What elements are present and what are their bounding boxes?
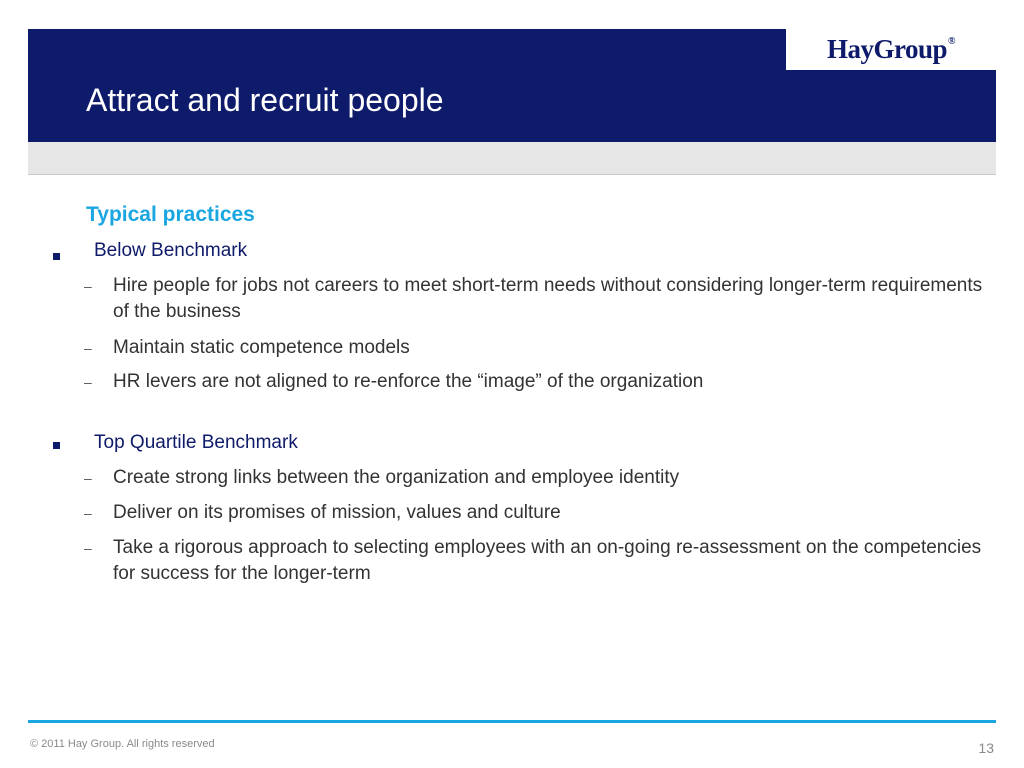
list-item-text: Maintain static competence models (113, 337, 410, 358)
dash-bullet-icon: – (84, 540, 92, 556)
list-item-text: HR levers are not aligned to re-enforce the “image” of the organization (113, 371, 704, 392)
list-item-text: Take a rigorous approach to selecting employees with an on-going re-assessment on the competencies for success for the longer-term (113, 537, 982, 584)
dash-bullet-icon: – (84, 374, 92, 390)
benchmark-label-top-quartile: Top Quartile Benchmark (94, 432, 298, 453)
logo-wordmark (827, 34, 955, 65)
logo-text: HayGroup (826, 34, 948, 64)
list-item (84, 535, 984, 587)
list-item (84, 465, 984, 491)
list-item (84, 335, 984, 361)
dash-bullet-icon: – (84, 505, 92, 521)
square-bullet-icon (53, 253, 60, 260)
list-item (84, 273, 984, 325)
company-logo (786, 29, 996, 70)
dash-bullet-icon: – (84, 470, 92, 486)
subheader-band (28, 142, 996, 175)
registered-mark: ® (948, 36, 955, 47)
section-heading: Typical practices (86, 203, 255, 226)
list-item-text: Hire people for jobs not careers to meet short-term needs without considering longer-term requirements of the business (113, 275, 983, 322)
list-item (84, 500, 984, 526)
page-number: 13 (978, 740, 994, 756)
copyright-notice: © 2011 Hay Group. All rights reserved (30, 738, 215, 750)
list-item (84, 369, 984, 395)
footer-divider (28, 720, 996, 723)
page-title: Attract and recruit people (86, 82, 444, 118)
list-item-text: Create strong links between the organization and employee identity (113, 467, 680, 488)
square-bullet-icon (53, 442, 60, 449)
list-item-text: Deliver on its promises of mission, values and culture (113, 502, 561, 523)
dash-bullet-icon: – (84, 340, 92, 356)
dash-bullet-icon: – (84, 278, 92, 294)
benchmark-label-below: Below Benchmark (94, 240, 248, 261)
